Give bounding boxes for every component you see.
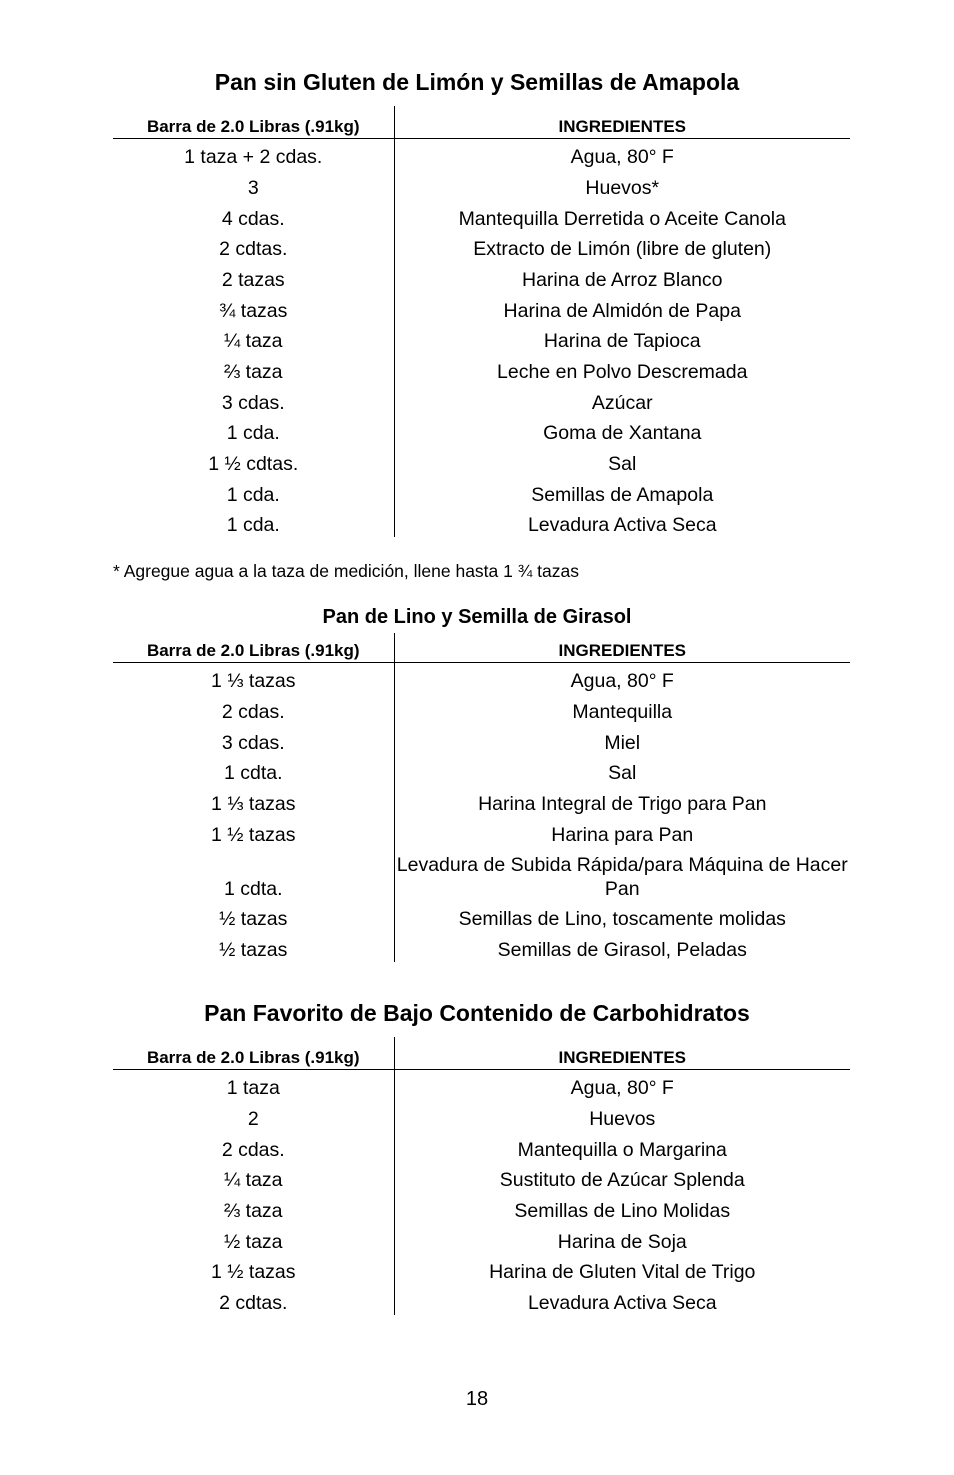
amount-column-header: Barra de 2.0 Libras (.91kg) (113, 633, 394, 663)
amount-cell: 1 cda. (113, 476, 394, 507)
table-row (113, 292, 850, 323)
table-row (113, 785, 850, 816)
amount-cell: 1 ⅓ tazas (113, 785, 394, 816)
ingredient-cell: Sal (608, 453, 637, 476)
table-row (113, 1192, 850, 1223)
ingredient-cell: Extracto de Limón (libre de gluten) (473, 238, 772, 261)
ingredients-table (113, 1037, 850, 1315)
ingredient-cell: Mantequilla Derretida o Aceite Canola (458, 207, 786, 230)
table-row (113, 200, 850, 231)
amount-cell: 3 (113, 169, 394, 200)
ingredient-cell: Harina Integral de Trigo para Pan (478, 792, 767, 815)
ingredient-cell: Semillas de Lino, toscamente molidas (458, 908, 786, 931)
amount-cell: 2 tazas (113, 261, 394, 292)
amount-cell: ½ taza (113, 1223, 394, 1254)
amount-cell: ¾ tazas (113, 292, 394, 323)
amount-cell: 1 cda. (113, 507, 394, 538)
table-row (113, 445, 850, 476)
amount-cell: ½ tazas (113, 931, 394, 962)
recipe-note: * Agregue agua a la taza de medición, llene hasta 1 ¾ tazas (113, 561, 580, 581)
amount-cell: 2 cdas. (113, 693, 394, 724)
ingredient-cell: Miel (604, 731, 641, 754)
amount-cell: 1 ½ tazas (113, 1254, 394, 1285)
amount-cell: 2 cdas. (113, 1131, 394, 1162)
table-row (113, 847, 850, 901)
table-row (113, 415, 850, 446)
ingredient-cell: Sal (608, 762, 637, 785)
ingredient-column-header: INGREDIENTES (394, 633, 850, 663)
amount-cell: 1 ⅓ tazas (113, 663, 394, 694)
amount-cell: 3 cdas. (113, 724, 394, 755)
amount-cell: 1 ½ cdtas. (113, 445, 394, 476)
ingredient-cell: Harina de Soja (557, 1230, 687, 1253)
amount-cell: 4 cdas. (113, 200, 394, 231)
amount-cell: ¼ taza (113, 323, 394, 354)
ingredient-cell: Huevos* (585, 176, 660, 199)
amount-cell: 2 cdtas. (113, 1284, 394, 1315)
amount-cell: ¼ taza (113, 1162, 394, 1193)
table-row (113, 384, 850, 415)
ingredient-cell: Goma de Xantana (543, 422, 702, 445)
ingredient-cell: Azúcar (591, 391, 653, 414)
amount-column-header: Barra de 2.0 Libras (.91kg) (113, 106, 394, 139)
ingredient-cell: Levadura de Subida Rápida/para Máquina de Hacer Pan (396, 853, 848, 900)
table-row (113, 1131, 850, 1162)
amount-cell: 1 taza (113, 1070, 394, 1101)
amount-cell: 1 cdta. (113, 755, 394, 786)
table-row (113, 353, 850, 384)
table-row (113, 1254, 850, 1285)
table-row (113, 139, 850, 170)
ingredient-cell: Agua, 80° F (570, 670, 674, 693)
table-row (113, 1284, 850, 1315)
amount-cell: ⅔ taza (113, 353, 394, 384)
ingredient-cell: Harina de Tapioca (543, 330, 701, 353)
table-row (113, 476, 850, 507)
amount-cell: 1 ½ tazas (113, 816, 394, 847)
ingredient-cell: Sustituto de Azúcar Splenda (499, 1169, 745, 1192)
amount-cell: 1 cdta. (113, 847, 394, 901)
amount-cell: 1 cda. (113, 415, 394, 446)
ingredient-cell: Harina de Gluten Vital de Trigo (489, 1261, 756, 1284)
table-row (113, 663, 850, 694)
ingredient-cell: Semillas de Girasol, Peladas (497, 939, 747, 961)
ingredient-cell: Agua, 80° F (570, 1077, 674, 1100)
table-row (113, 323, 850, 354)
amount-cell: ⅔ taza (113, 1192, 394, 1223)
table-row (113, 169, 850, 200)
ingredient-cell: Agua, 80° F (570, 146, 674, 169)
ingredient-cell: Mantequilla o Margarina (517, 1138, 727, 1161)
amount-cell: 3 cdas. (113, 384, 394, 415)
ingredient-cell: Semillas de Amapola (531, 483, 714, 506)
table-row (113, 261, 850, 292)
ingredient-cell: Mantequilla (572, 700, 673, 723)
amount-cell: 2 cdtas. (113, 231, 394, 262)
ingredient-column-header: INGREDIENTES (394, 106, 850, 139)
table-row (113, 693, 850, 724)
table-row (113, 1100, 850, 1131)
table-row (113, 507, 850, 538)
table-row (113, 816, 850, 847)
table-row (113, 724, 850, 755)
recipe-title: Pan Favorito de Bajo Contenido de Carbohidratos (204, 1000, 750, 1026)
ingredients-table (113, 106, 850, 537)
table-row (113, 901, 850, 932)
recipe-title: Pan sin Gluten de Limón y Semillas de Amapola (214, 69, 740, 95)
amount-cell: 1 taza + 2 cdas. (113, 139, 394, 170)
table-row (113, 1162, 850, 1193)
page-number: 18 (465, 1388, 489, 1410)
ingredient-cell: Levadura Activa Seca (527, 514, 717, 537)
table-row (113, 231, 850, 262)
ingredient-cell: Leche en Polvo Descremada (497, 361, 748, 383)
ingredient-cell: Harina de Almidón de Papa (503, 299, 741, 322)
table-row (113, 1070, 850, 1101)
ingredient-cell: Semillas de Lino Molidas (514, 1199, 731, 1222)
ingredient-column-header: INGREDIENTES (394, 1037, 850, 1070)
table-row (113, 1223, 850, 1254)
amount-cell: 2 (113, 1100, 394, 1131)
ingredient-cell: Harina para Pan (551, 823, 694, 846)
table-row (113, 931, 850, 962)
ingredient-cell: Harina de Arroz Blanco (521, 268, 723, 291)
table-row (113, 755, 850, 786)
recipe-title: Pan de Lino y Semilla de Girasol (322, 606, 632, 628)
ingredients-table (113, 633, 850, 962)
amount-column-header: Barra de 2.0 Libras (.91kg) (113, 1037, 394, 1070)
ingredient-cell: Levadura Activa Seca (527, 1292, 717, 1314)
ingredient-cell: Huevos (589, 1107, 656, 1130)
amount-cell: ½ tazas (113, 901, 394, 932)
